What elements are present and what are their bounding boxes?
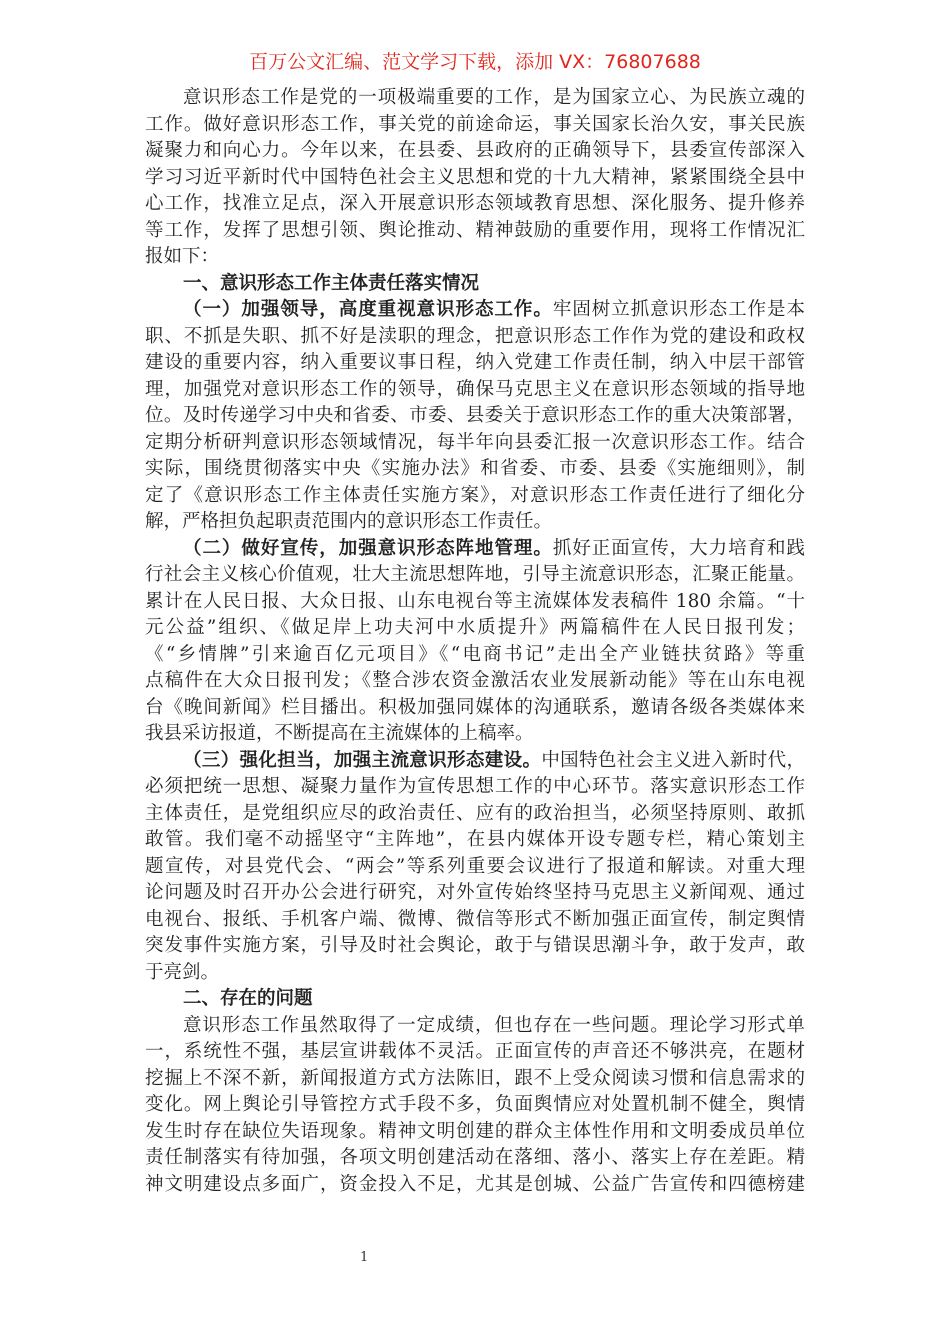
- text-line: 工作。做好意识形态工作，事关党的前途命运，事关国家长治久安，事关民族: [145, 113, 805, 135]
- text-line: 题宣传，对县党代会、“两会”等系列重要会议进行了报道和解读。对重大理: [145, 855, 805, 877]
- subsection-title: （二）做好宣传，加强意识形态阵地管理。: [183, 537, 553, 559]
- text-line: 责任制落实有待加强，各项文明创建活动在落细、落小、落实上存在差距。精: [145, 1147, 805, 1168]
- text-line: 解，严格担负起职责范围内的意识形态工作责任。: [145, 511, 553, 532]
- subsection-paragraph: [145, 536, 805, 748]
- text-line: 电视台、报纸、手机客户端、微博、微信等形式不断加强正面宣传，制定舆情: [145, 908, 805, 930]
- section-heading: 二、存在的问题: [183, 988, 313, 1009]
- paragraph: [145, 1013, 805, 1199]
- text-line: 位。及时传递学习中央和省委、市委、县委关于意识形态工作的重大决策部署，: [145, 405, 805, 426]
- text-line: 累计在人民日报、大众日报、山东电视台等主流媒体发表稿件 180 余篇。“十: [145, 590, 805, 612]
- subsection-paragraph: [145, 748, 805, 987]
- text-line: 一，系统性不强，基层宣讲载体不灵活。正面宣传的声音还不够洪亮，在题材: [145, 1041, 805, 1062]
- text-line: [145, 748, 805, 775]
- document-body: [145, 85, 805, 1198]
- section-heading: 一、意识形态工作主体责任落实情况: [183, 272, 480, 294]
- text-line: 建设的重要内容，纳入重要议事日程，纳入党建工作责任制，纳入中层干部管: [145, 352, 805, 373]
- subsection-title: （三）强化担当，加强主流意识形态建设。: [183, 749, 542, 771]
- text-line: 发生时存在缺位失语现象。精神文明创建的群众主体性作用和文明委成员单位: [145, 1120, 805, 1142]
- text-line: [145, 536, 805, 563]
- text-line: 论问题及时召开办公会进行研究，对外宣传始终坚持马克思主义新闻观、通过: [145, 882, 805, 903]
- text-line: 挖掘上不深不新，新闻报道方式方法陈旧，跟不上受众阅读习惯和信息需求的: [145, 1067, 805, 1089]
- text-line: 职、不抓是失职、抓不好是渎职的理念，把意识形态工作作为党的建设和政权: [145, 325, 805, 347]
- text-line: 意识形态工作虽然取得了一定成绩，但也存在一些问题。理论学习形式单: [183, 1014, 805, 1036]
- text-line: 等工作，发挥了思想引领、舆论推动、精神鼓励的重要作用，现将工作情况汇: [145, 219, 805, 241]
- text-line: 主体责任，是党组织应尽的政治责任、应有的政治担当，必须坚持原则、敢抓: [145, 802, 805, 824]
- text-line: 神文明建设点多面广，资金投入不足，尤其是创城、公益广告宣传和四德榜建: [145, 1173, 805, 1195]
- text-line: 突发事件实施方案，引导及时社会舆论，敢于与错误思潮斗争，敢于发声，敢: [145, 935, 805, 956]
- subsection-paragraph: [145, 297, 805, 536]
- text-line: 必须把统一思想、凝聚力量作为宣传思想工作的中心环节。落实意识形态工作: [145, 776, 805, 797]
- text-line: 定了《意识形态工作主体责任实施方案》，对意识形态工作责任进行了细化分: [145, 484, 805, 506]
- text-line: 《“乡情牌”引来逾百亿元项目》《“电商书记”走出全产业链扶贫路》等重: [145, 643, 805, 665]
- text-line: 学习习近平新时代中国特色社会主义思想和党的十九大精神，紧紧围绕全县中: [145, 166, 805, 188]
- text-line: 敢管。我们毫不动摇坚守“主阵地”，在县内媒体开设专题专栏，精心策划主: [145, 829, 805, 850]
- subsection-title: （一）加强领导，高度重视意识形态工作。: [183, 299, 553, 320]
- text-line: 意识形态工作是党的一项极端重要的工作，是为国家立心、为民族立魂的: [183, 87, 805, 108]
- text-run: 中国特色社会主义进入新时代，: [541, 749, 805, 771]
- text-line: 报如下：: [145, 246, 220, 267]
- text-line: 凝聚力和向心力。今年以来，在县委、县政府的正确领导下，县委宣传部深入: [145, 140, 805, 161]
- text-line: [145, 297, 805, 324]
- text-line: 理，加强党对意识形态工作的领导，确保马克思主义在意识形态领域的指导地: [145, 378, 805, 400]
- text-run: 牢固树立抓意识形态工作是本: [552, 299, 805, 320]
- text-line: 台《晚间新闻》栏目播出。积极加强同媒体的沟通联系，邀请各级各类媒体来: [145, 696, 805, 718]
- text-line: 点稿件在大众日报刊发；《整合涉农资金激活农业发展新动能》等在山东电视: [145, 670, 805, 691]
- text-line: 实际，围绕贯彻落实中央《实施办法》和省委、市委、县委《实施细则》，制: [145, 458, 805, 479]
- paragraph: [145, 85, 805, 271]
- text-line: 我县采访报道，不断提高在主流媒体的上稿率。: [145, 723, 534, 744]
- text-run: 抓好正面宣传，大力培育和践: [552, 537, 805, 559]
- text-line: 元公益”组织、《做足岸上功夫河中水质提升》两篇稿件在人民日报刊发；: [145, 617, 805, 638]
- text-line: 行社会主义核心价值观，壮大主流思想阵地，引导主流意识形态，汇聚正能量。: [145, 564, 805, 585]
- page-number: 1: [360, 1250, 369, 1265]
- text-line: 变化。网上舆论引导管控方式手段不多，负面舆情应对处置机制不健全，舆情: [145, 1094, 805, 1115]
- watermark-banner: 百万公文汇编、范文学习下载，添加 VX：76807688: [249, 51, 701, 73]
- text-line: 定期分析研判意识形态领域情况，每半年向县委汇报一次意识形态工作。结合: [145, 431, 805, 453]
- text-line: 于亮剑。: [145, 961, 220, 983]
- text-line: 心工作，找准立足点，深入开展意识形态领域教育思想、深化服务、提升修养: [145, 193, 805, 214]
